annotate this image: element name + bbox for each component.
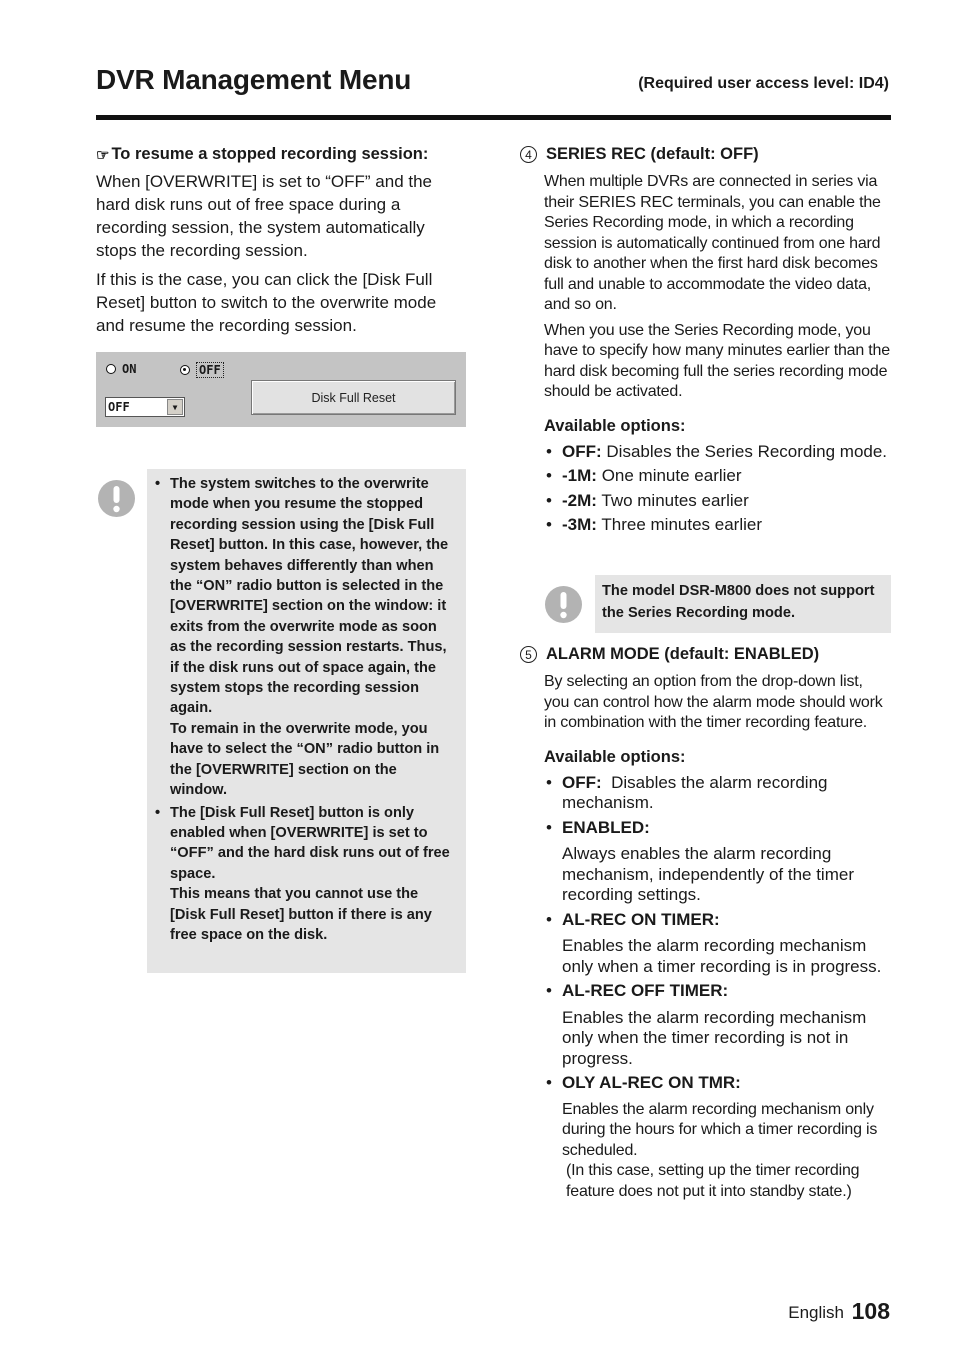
header-rule (96, 115, 891, 120)
resume-paragraph-2: If this is the case, you can click the [Disk Full Reset] button to switch to the overwrite mode and resume the recording session. (96, 270, 437, 335)
option-item (544, 515, 892, 536)
series-paragraph-1: When multiple DVRs are connected in series via their SERIES REC terminals, you can enable the Series Recording mode, in which a recording session is automatically continued from one hard disk to another when the first hard disk becomes full and unable to accommodate the video data, and so on. (544, 173, 881, 313)
caution-note-box (147, 469, 466, 973)
caution-icon (98, 480, 135, 517)
resume-heading-text: To resume a stopped recording session: (111, 145, 429, 163)
overwrite-off-radio[interactable] (180, 362, 224, 378)
option-desc: Enables the alarm recording mechanism only when a timer recording is in progress. (562, 936, 882, 976)
option-term: AL-REC ON TIMER: (562, 909, 720, 929)
radio-off-label: OFF (196, 362, 224, 378)
dropdown-arrow-icon[interactable]: ▼ (167, 399, 183, 415)
option-term: OFF: (562, 441, 602, 461)
mode-dropdown[interactable] (105, 397, 185, 417)
option-term: OFF: (562, 772, 602, 792)
right-column (520, 145, 892, 536)
option-desc: Three minutes earlier (601, 515, 762, 534)
option-item (544, 818, 892, 906)
option-item (544, 466, 892, 487)
page-title: DVR Management Menu (96, 64, 412, 95)
alarm-mode-heading (520, 645, 892, 664)
option-desc: Enables the alarm recording mechanism only during the hours for which a timer recording is scheduled. (562, 1100, 878, 1159)
page-number: 108 (851, 1298, 890, 1324)
footer-language: English (788, 1303, 844, 1322)
series-rec-title: SERIES REC (default: OFF) (546, 145, 759, 163)
option-item (544, 910, 892, 978)
caution-note-item (153, 474, 456, 801)
caution-note-text: To remain in the overwrite mode, you have to select the “ON” radio button in the [OVERWRITE] section on the window. (170, 720, 440, 799)
series-caution-box: The model DSR-M800 does not support the Series Recording mode. (595, 575, 891, 633)
alarm-options-list (544, 773, 892, 1203)
radio-circle-icon (106, 364, 116, 374)
option-desc: Disables the alarm recording mechanism. (562, 772, 828, 812)
option-term: -3M: (562, 515, 597, 534)
disk-full-reset-button[interactable]: Disk Full Reset (251, 380, 456, 415)
series-options-heading: Available options: (544, 416, 686, 435)
left-column (96, 145, 468, 337)
alarm-mode-section (520, 645, 892, 1202)
option-desc-note: (In this case, setting up the timer recording feature does not put it into standby state.) (566, 1162, 860, 1200)
option-term: -2M: (562, 490, 597, 510)
radio-on-label: ON (122, 362, 137, 376)
access-level-note: (Required user access level: ID4) (638, 75, 889, 92)
option-item (544, 1073, 892, 1202)
alarm-mode-title: ALARM MODE (default: ENABLED) (546, 645, 820, 663)
option-desc: Always enables the alarm recording mechanism, independently of the timer recording settings. (562, 844, 854, 904)
option-desc: Disables the Series Recording mode. (606, 441, 888, 461)
section-number-badge: 5 (520, 646, 537, 663)
section-number-badge: 4 (520, 146, 537, 163)
option-desc: Two minutes earlier (601, 490, 749, 510)
caution-note-text: • The system switches to the overwrite mode when you resume the stopped recording session using the [Disk Full Reset] button. In this case, however, the system behaves differently than when the “ON” radio button is selected in the [OVERWRITE] section on the window: it exits from the overwrite mode as soon as the recording session restarts. Thus, if the disk runs out of space again, the system stops the recording session again. (170, 476, 449, 717)
resume-paragraph-1: When [OVERWRITE] is set to “OFF” and the hard disk runs out of free space during a recording session, the system automatically stops the recording session. (96, 172, 432, 260)
series-paragraph-2: When you use the Series Recording mode, you have to specify how many minutes earlier than the hard disk becoming full the series recording mode should be activated. (544, 321, 890, 400)
series-options-list (544, 442, 892, 536)
option-desc: One minute earlier (601, 466, 742, 485)
overwrite-on-radio[interactable] (106, 362, 136, 376)
alarm-paragraph-1: By selecting an option from the drop-down list, you can control how the alarm mode should work in combination with the timer recording feature. (544, 673, 883, 731)
option-term: ENABLED: (562, 817, 650, 837)
radio-selected-icon (180, 365, 190, 375)
option-term: OLY AL-REC ON TMR: (562, 1073, 741, 1092)
option-item (544, 981, 892, 1069)
option-desc: Enables the alarm recording mechanism only when the timer recording is not in progress. (562, 1007, 867, 1068)
caution-icon (545, 586, 582, 623)
overwrite-settings-screenshot (96, 352, 466, 427)
caution-note-text: • The [Disk Full Reset] button is only enabled when [OVERWRITE] is set to “OFF” and the hard disk runs out of free space. (170, 804, 450, 882)
caution-note-list (153, 474, 456, 945)
caution-note-item (153, 803, 456, 946)
pointing-hand-icon: ☞ (96, 146, 110, 164)
option-item (544, 442, 892, 463)
option-item (544, 491, 892, 512)
option-term: AL-REC OFF TIMER: (562, 981, 729, 1000)
option-term: -1M: (562, 466, 597, 485)
series-rec-heading (520, 145, 892, 164)
mode-dropdown-value: OFF (108, 400, 130, 414)
resume-heading (96, 145, 468, 164)
caution-note-text: This means that you cannot use the [Disk Full Reset] button if there is any free space on the disk. (170, 886, 432, 943)
alarm-options-heading: Available options: (544, 747, 686, 766)
option-item (544, 773, 892, 814)
